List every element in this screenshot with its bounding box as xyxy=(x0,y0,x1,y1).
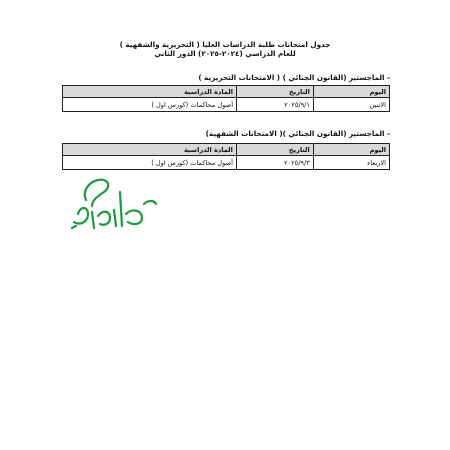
cell-date: ٢٠٢٥/٩/١ xyxy=(237,98,314,112)
document-title: جدول امتحانات طلبة الدراسات العليا ( التحريرية والشفهية ) xyxy=(119,40,331,49)
table-header-row xyxy=(63,86,390,98)
cell-day: الاربعاء xyxy=(313,156,389,170)
column-header-day: اليوم xyxy=(313,144,389,156)
column-header-date: التاريخ xyxy=(237,86,314,98)
section-title-written: - الماجستير (القانون الجنائي ) ( الامتحانات التحريرية ) xyxy=(198,73,390,82)
table-header-row xyxy=(63,144,390,156)
document-subtitle: للعام الدراسي (٢٠٢٤-٢٠٢٥) الدور الثاني xyxy=(154,49,296,58)
column-header-subject: المادة الدراسية xyxy=(63,144,237,156)
cell-day: الاثنين xyxy=(313,98,389,112)
cell-subject: أصول محاكمات (كورس اول ) xyxy=(63,156,237,170)
cell-date: ٢٠٢٥/٩/٣ xyxy=(236,156,313,170)
handwritten-signature xyxy=(58,170,168,240)
column-header-day: اليوم xyxy=(313,86,389,98)
column-header-subject: المادة الدراسية xyxy=(63,86,237,98)
exam-table-oral xyxy=(62,143,390,170)
column-header-date: التاريخ xyxy=(236,144,313,156)
cell-subject: أصول محاكمات (كورس اول ) xyxy=(63,98,237,112)
table-row xyxy=(63,156,390,170)
exam-table-written xyxy=(62,85,390,112)
section-title-oral: - الماجستير (القانون الجنائي )( الامتحانات الشفهية) xyxy=(205,129,390,138)
table-row xyxy=(63,98,390,112)
